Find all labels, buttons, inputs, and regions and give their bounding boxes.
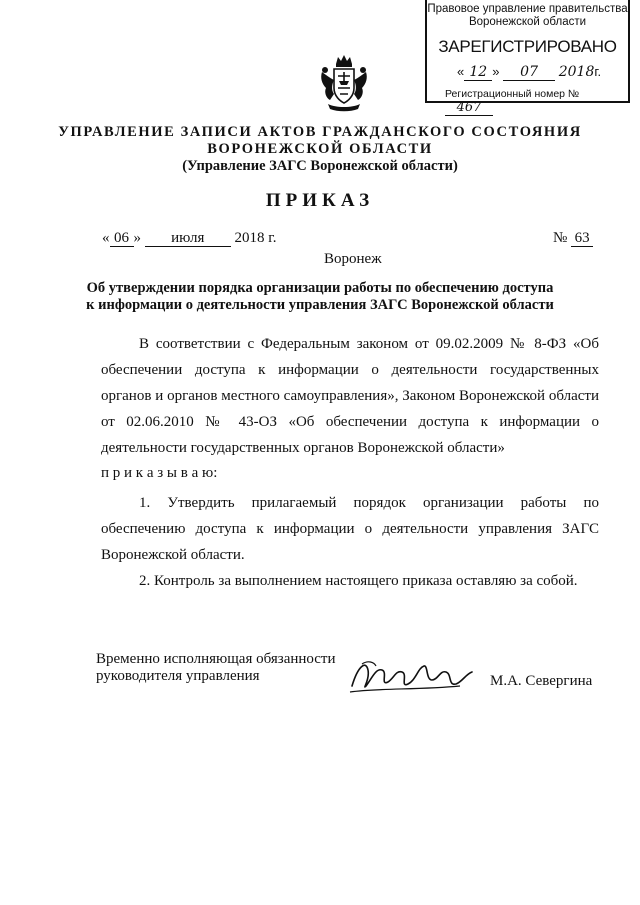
order-month: июля: [145, 231, 231, 247]
stamp-date: [457, 64, 620, 81]
stamp-year-suffix: г.: [594, 64, 602, 79]
order-subject-line2: к информации о деятельности управления ЗАГС Воронежской области: [86, 297, 554, 313]
order-subject-line1: Об утверждении порядка организации работы по обеспечению доступа: [86, 280, 554, 296]
stamp-quote-close: »: [492, 64, 500, 79]
order-year: 2018 г.: [234, 230, 277, 246]
decree-word: п р и к а з ы в а ю:: [101, 465, 218, 481]
stamp-reg-number: 467: [445, 100, 493, 116]
stamp-org-line1: Правовое управление правительства: [427, 3, 628, 15]
document-title: ПРИКАЗ: [265, 190, 375, 211]
org-name-line2: ВОРОНЕЖСКОЙ ОБЛАСТИ: [207, 141, 433, 157]
order-number: [553, 229, 593, 248]
signatory-position-line1: Временно исполняющая обязанности: [96, 651, 336, 667]
registration-stamp: [425, 0, 630, 115]
preamble-paragraph: В соответствии с Федеральным законом от 09.02.2009 № 8-ФЗ «Об обеспечении доступа к информации о деятельности государственных органов и органов местного самоуправления», Законом Воронежской области от 02.06.2010 № 43-ОЗ «Об обеспечении доступа к информации о деятельности государственных органов Воронежской области»: [101, 336, 599, 456]
order-day: 06: [110, 231, 134, 247]
date-quote-open: «: [102, 230, 110, 246]
stamp-reg-number-row: [445, 88, 622, 116]
stamp-month: 07: [503, 65, 555, 81]
org-name-short: (Управление ЗАГС Воронежской области): [182, 158, 458, 174]
org-name-line1: УПРАВЛЕНИЕ ЗАПИСИ АКТОВ ГРАЖДАНСКОГО СОСТОЯНИЯ: [58, 124, 582, 140]
order-item-1: 1. Утвердить прилагаемый порядок организации работы по обеспечению доступа к информации о деятельности управления ЗАГС Воронежской области.: [101, 495, 599, 563]
handwritten-signature: [348, 656, 478, 700]
order-number-sign: №: [553, 230, 568, 246]
date-quote-close: »: [133, 230, 141, 246]
stamp-quote-open: «: [457, 64, 465, 79]
stamp-day: 12: [464, 65, 492, 81]
order-date: [102, 229, 276, 248]
order-item-2: 2. Контроль за выполнением настоящего приказа оставляю за собой.: [139, 573, 578, 589]
signatory-name: М.А. Севергина: [490, 673, 593, 689]
stamp-org-line2: Воронежской области: [468, 16, 587, 28]
coat-of-arms-icon: [318, 54, 370, 112]
order-number-value: 63: [571, 231, 593, 247]
stamp-year: 2018: [558, 64, 595, 80]
stamp-reg-number-label: Регистрационный номер №: [445, 88, 580, 100]
order-city: Воронеж: [324, 251, 382, 267]
stamp-registered-label: ЗАРЕГИСТРИРОВАНО: [438, 37, 617, 56]
signatory-position-line2: руководителя управления: [96, 668, 260, 684]
